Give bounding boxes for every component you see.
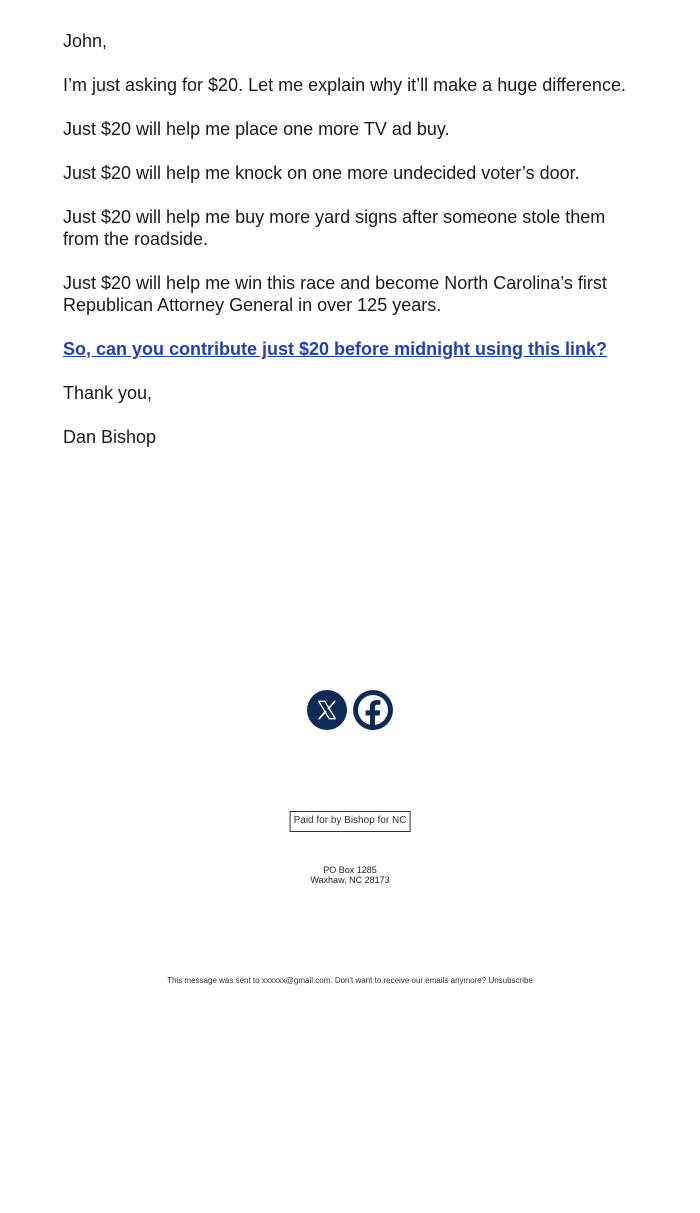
signature: Dan Bishop	[63, 427, 157, 447]
x-social-button[interactable]	[307, 690, 347, 730]
address-line-2: Waxhaw, NC 28173	[310, 875, 390, 885]
email-body	[63, 30, 643, 470]
facebook-social-button[interactable]	[353, 690, 393, 730]
greeting: John,	[63, 31, 108, 51]
paragraph-win-race: Just $20 will help me win this race and become North Carolina’s first Republican Attorney General in over 125 years.	[63, 273, 607, 315]
paid-for-disclaimer: Paid for by Bishop for NC	[290, 811, 411, 832]
paragraph-door-knock: Just $20 will help me knock on one more undecided voter’s door.	[63, 163, 580, 183]
paragraph-yard-signs: Just $20 will help me buy more yard signs after someone stole them from the roadside.	[63, 207, 606, 249]
address-line-1: PO Box 1285	[323, 865, 377, 875]
sent-to-text: This message was sent to xxxxxx@gmail.com. Don't want to receive our emails anymore?	[167, 976, 487, 985]
footer-note	[0, 976, 700, 986]
paragraph-tv-ad: Just $20 will help me place one more TV ad buy.	[63, 119, 450, 139]
contribute-link[interactable]: So, can you contribute just $20 before midnight using this link?	[63, 339, 608, 359]
paragraph-intro: I’m just asking for $20. Let me explain why it’ll make a huge difference.	[63, 75, 626, 95]
facebook-icon	[353, 690, 393, 730]
cta-paragraph	[63, 338, 643, 360]
x-icon	[316, 699, 338, 721]
mailing-address	[0, 865, 700, 885]
unsubscribe-link[interactable]: Unsubscribe	[488, 976, 533, 985]
social-links	[0, 690, 700, 730]
closing: Thank you,	[63, 383, 153, 403]
